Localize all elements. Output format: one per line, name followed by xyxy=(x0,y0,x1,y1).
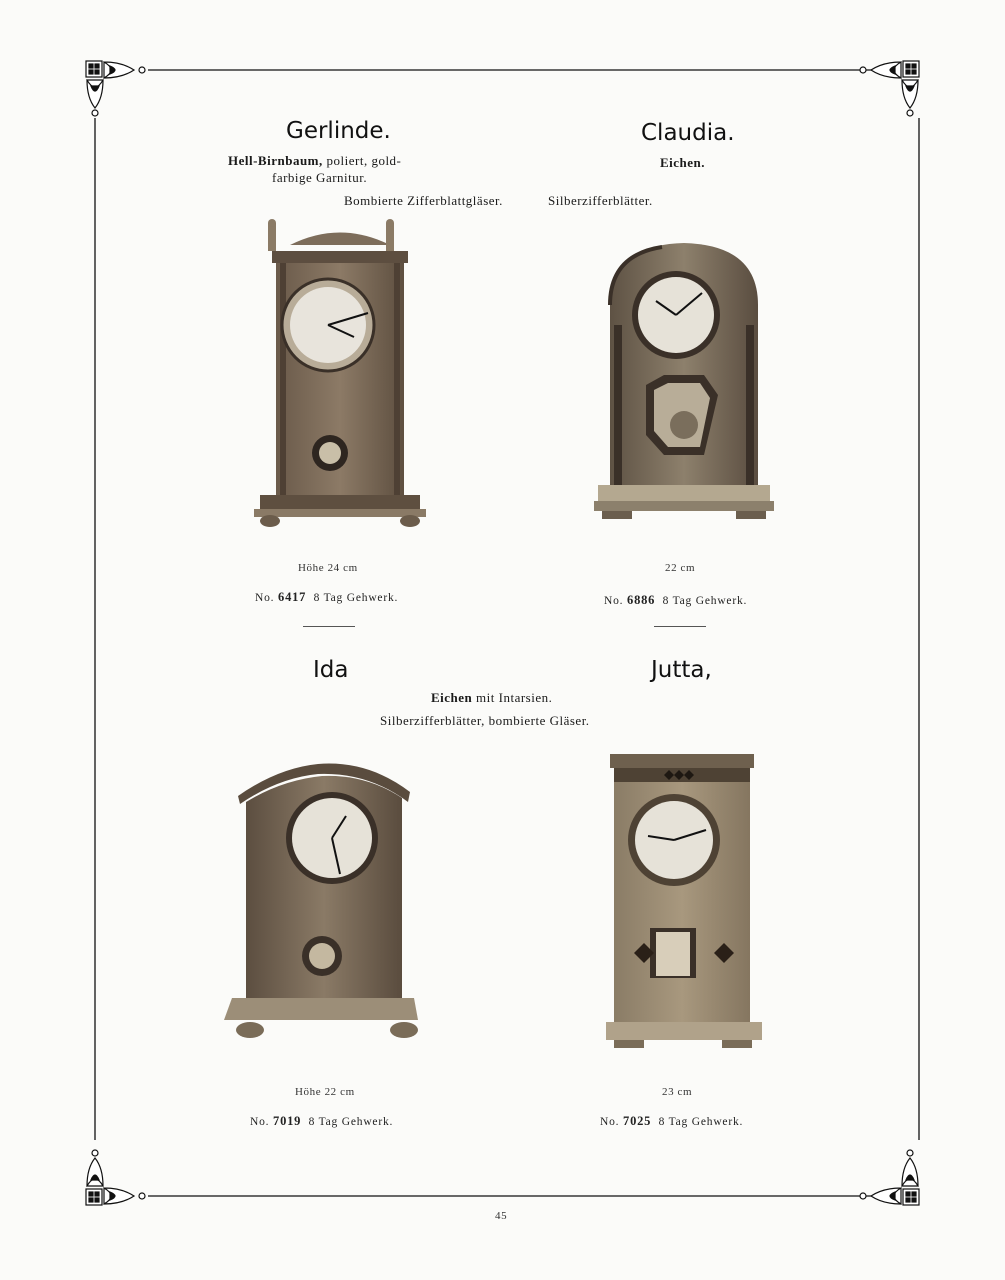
model-number-claudia: 6886 xyxy=(627,593,656,607)
clock-jutta-image xyxy=(602,752,767,1050)
material-lower-bold: Eichen xyxy=(431,690,473,705)
height-claudia: 22 cm xyxy=(665,562,696,574)
material-gerlinde-line1 xyxy=(228,153,401,169)
material-lower-rest: mit Intarsien. xyxy=(476,690,553,705)
material-gerlinde-bold: Hell-Birnbaum, xyxy=(228,153,323,168)
shared-dial-note: Silberzifferblätter. xyxy=(548,193,653,208)
movement-gerlinde: 8 Tag Gehwerk. xyxy=(313,592,399,604)
height-jutta: 23 cm xyxy=(662,1086,693,1098)
no-prefix-gerlinde: No. xyxy=(255,592,275,604)
model-number-jutta: 7025 xyxy=(623,1114,652,1128)
clock-ida-image xyxy=(218,758,428,1048)
movement-claudia: 8 Tag Gehwerk. xyxy=(662,595,748,607)
material-claudia: Eichen. xyxy=(660,155,706,170)
no-prefix-jutta: No. xyxy=(600,1116,620,1128)
movement-ida: 8 Tag Gehwerk. xyxy=(308,1116,394,1128)
no-prefix-claudia: No. xyxy=(604,595,624,607)
divider-right xyxy=(654,626,706,627)
title-gerlinde: Gerlinde. xyxy=(286,118,391,144)
caption-gerlinde xyxy=(255,590,398,605)
material-lower xyxy=(431,690,552,706)
movement-jutta: 8 Tag Gehwerk. xyxy=(658,1116,744,1128)
page-number: 45 xyxy=(495,1210,508,1222)
height-gerlinde: Höhe 24 cm xyxy=(298,562,358,574)
title-claudia: Claudia. xyxy=(641,120,735,146)
caption-jutta xyxy=(600,1114,743,1129)
model-number-gerlinde: 6417 xyxy=(278,590,307,604)
caption-claudia xyxy=(604,593,747,608)
material-gerlinde-rest: poliert, gold- xyxy=(326,153,402,168)
title-ida: Ida xyxy=(313,657,349,683)
clock-claudia-image xyxy=(592,235,777,525)
material-gerlinde-line2: farbige Garnitur. xyxy=(272,170,368,185)
lower-note: Silberzifferblätter, bombierte Gläser. xyxy=(380,713,590,728)
title-jutta: Jutta, xyxy=(651,657,712,683)
shared-glasses-note: Bombierte Zifferblattgläser. xyxy=(344,193,503,208)
height-ida: Höhe 22 cm xyxy=(295,1086,355,1098)
model-number-ida: 7019 xyxy=(273,1114,302,1128)
no-prefix-ida: No. xyxy=(250,1116,270,1128)
divider-left xyxy=(303,626,355,627)
caption-ida xyxy=(250,1114,393,1129)
clock-gerlinde-image xyxy=(250,215,430,535)
